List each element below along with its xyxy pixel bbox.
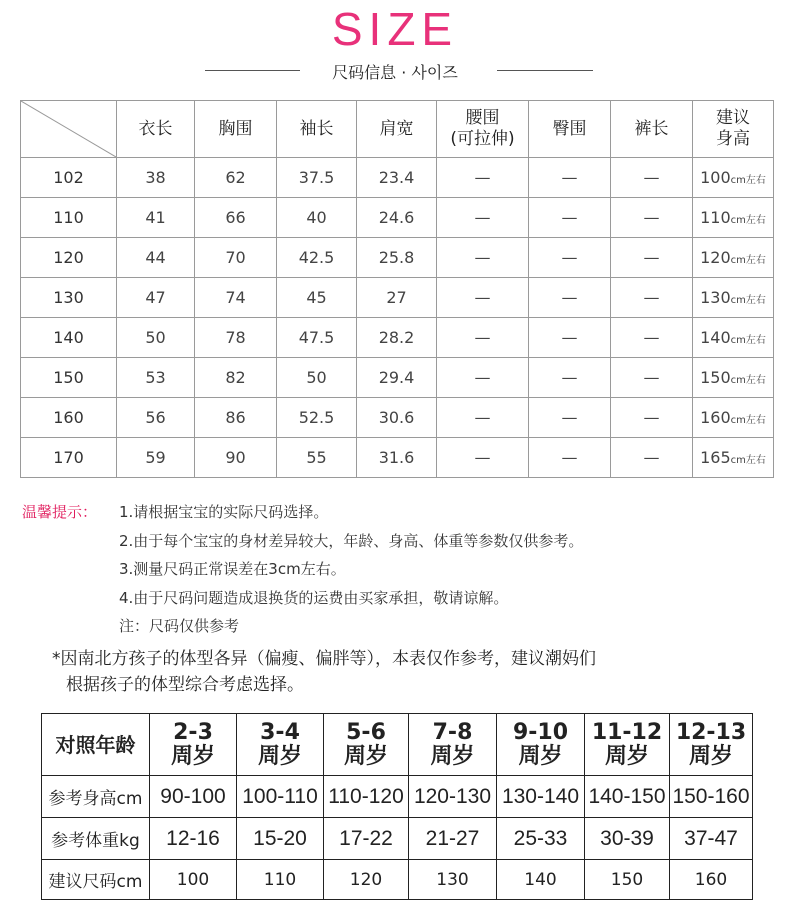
age-value-cell: 90-100: [150, 776, 237, 818]
size-cell: 110: [21, 198, 117, 238]
age-value-cell: 150-160: [670, 776, 753, 818]
size-value-cell: 62: [195, 158, 277, 198]
size-table: [20, 100, 774, 478]
age-value-cell: 100: [150, 860, 237, 900]
size-value-cell: —: [611, 158, 693, 198]
recommended-height-value: 140: [700, 328, 731, 347]
recommended-height-cell: [693, 438, 774, 478]
size-value-cell: 24.6: [357, 198, 437, 238]
size-row: [21, 198, 774, 238]
recommended-height-value: 130: [700, 288, 731, 307]
recommended-height-unit: cm左右: [730, 455, 766, 466]
size-row: [21, 438, 774, 478]
recommended-height-value: 100: [700, 168, 731, 187]
age-header-cell: [409, 714, 497, 776]
size-value-cell: 59: [117, 438, 195, 478]
size-row: [21, 238, 774, 278]
size-value-cell: 90: [195, 438, 277, 478]
recommended-height-unit: cm左右: [730, 215, 766, 226]
recommended-height-unit: cm左右: [730, 295, 766, 306]
subtitle-divider-right: [497, 70, 593, 71]
age-range: 11-12: [591, 719, 663, 745]
size-value-cell: —: [529, 438, 611, 478]
size-value-cell: 53: [117, 358, 195, 398]
age-unit: 周岁: [170, 743, 215, 769]
recommended-height-value: 110: [700, 208, 731, 227]
size-value-cell: 52.5: [277, 398, 357, 438]
age-value-cell: 21-27: [409, 818, 497, 860]
size-cell: 102: [21, 158, 117, 198]
size-value-cell: —: [437, 158, 529, 198]
size-value-cell: 28.2: [357, 318, 437, 358]
size-value-cell: 50: [277, 358, 357, 398]
age-range: 9-10: [512, 719, 569, 745]
size-value-cell: 70: [195, 238, 277, 278]
size-cell: 140: [21, 318, 117, 358]
size-cell: 120: [21, 238, 117, 278]
size-value-cell: 47: [117, 278, 195, 318]
size-row: [21, 398, 774, 438]
note-line-1: *因南北方孩子的体型各异（偏瘦、偏胖等），本表仅作参考，建议潮妈们: [52, 649, 596, 669]
age-data-row: [42, 860, 753, 900]
recommended-height-value: 150: [700, 368, 731, 387]
size-value-cell: —: [529, 198, 611, 238]
age-row-label: 参考身高cm: [42, 776, 150, 818]
size-cell: 130: [21, 278, 117, 318]
size-value-cell: —: [611, 198, 693, 238]
size-value-cell: 23.4: [357, 158, 437, 198]
size-value-cell: —: [437, 318, 529, 358]
size-table-header-cell: 衣长: [117, 101, 195, 158]
size-value-cell: 44: [117, 238, 195, 278]
age-value-cell: 160: [670, 860, 753, 900]
size-value-cell: —: [437, 358, 529, 398]
age-data-row: [42, 776, 753, 818]
recommended-height-unit: cm左右: [730, 375, 766, 386]
age-header-cell: [150, 714, 237, 776]
tip-item: 4.由于尺码问题造成退换货的运费由买家承担，敬请谅解。: [119, 588, 509, 607]
age-table: [41, 713, 753, 900]
size-value-cell: 74: [195, 278, 277, 318]
size-value-cell: 41: [117, 198, 195, 238]
tip-item: 注：尺码仅供参考: [119, 617, 240, 635]
note-section: [52, 646, 596, 698]
size-value-cell: 37.5: [277, 158, 357, 198]
age-value-cell: 140: [497, 860, 585, 900]
age-header-cell: [324, 714, 409, 776]
age-header-cell: [497, 714, 585, 776]
diagonal-line: [21, 101, 116, 157]
size-value-cell: 30.6: [357, 398, 437, 438]
size-value-cell: —: [437, 198, 529, 238]
age-value-cell: 130-140: [497, 776, 585, 818]
note-line-2: 根据孩子的体型综合考虑选择。: [66, 675, 304, 695]
size-value-cell: —: [529, 238, 611, 278]
size-cell: 160: [21, 398, 117, 438]
size-value-cell: 82: [195, 358, 277, 398]
size-value-cell: 42.5: [277, 238, 357, 278]
size-value-cell: —: [529, 278, 611, 318]
size-table-body: [21, 158, 774, 478]
age-range: 5-6: [346, 719, 386, 745]
age-value-cell: 100-110: [237, 776, 324, 818]
size-value-cell: —: [611, 398, 693, 438]
size-value-cell: 56: [117, 398, 195, 438]
age-unit: 周岁: [688, 743, 733, 769]
age-header-cell: [237, 714, 324, 776]
size-row: [21, 158, 774, 198]
tip-item: 1.请根据宝宝的实际尺码选择。: [119, 503, 329, 521]
size-value-cell: 66: [195, 198, 277, 238]
age-range: 2-3: [173, 719, 213, 745]
size-value-cell: 45: [277, 278, 357, 318]
size-value-cell: 55: [277, 438, 357, 478]
size-value-cell: 27: [357, 278, 437, 318]
recommended-height-cell: [693, 278, 774, 318]
size-row: [21, 278, 774, 318]
size-value-cell: 47.5: [277, 318, 357, 358]
size-value-cell: —: [611, 358, 693, 398]
recommended-height-cell: [693, 238, 774, 278]
tips-list: [119, 498, 583, 641]
age-data-row: [42, 818, 753, 860]
size-value-cell: 31.6: [357, 438, 437, 478]
age-range: 3-4: [260, 719, 300, 745]
size-value-cell: —: [529, 398, 611, 438]
size-table-header-cell: 胸围: [195, 101, 277, 158]
recommended-height-unit: cm左右: [730, 175, 766, 186]
size-value-cell: —: [437, 238, 529, 278]
size-value-cell: —: [529, 358, 611, 398]
age-unit: 周岁: [430, 743, 475, 769]
age-unit: 周岁: [604, 743, 649, 769]
size-table-header-cell: 臀围: [529, 101, 611, 158]
size-row: [21, 358, 774, 398]
age-row-label: 参考体重kg: [42, 818, 150, 860]
recommended-height-cell: [693, 318, 774, 358]
page-title: SIZE: [331, 3, 459, 55]
size-value-cell: —: [611, 278, 693, 318]
tip-item: 2.由于每个宝宝的身材差异较大，年龄、身高、体重等参数仅供参考。: [119, 531, 584, 550]
age-value-cell: 110: [237, 860, 324, 900]
age-header-row: [42, 714, 753, 776]
size-row: [21, 318, 774, 358]
age-range: 12-13: [675, 719, 747, 745]
size-value-cell: 38: [117, 158, 195, 198]
age-table-body: [42, 714, 753, 900]
age-value-cell: 110-120: [324, 776, 409, 818]
tip-item: 3.测量尺码正常误差在3cm左右。: [119, 560, 346, 578]
age-header-label: 对照年龄: [42, 714, 150, 776]
size-value-cell: 40: [277, 198, 357, 238]
size-value-cell: 86: [195, 398, 277, 438]
size-value-cell: —: [529, 318, 611, 358]
recommended-height-value: 160: [700, 408, 731, 427]
recommended-height-cell: [693, 398, 774, 438]
size-table-header-cell: 腰围 (可拉伸): [437, 101, 529, 158]
age-value-cell: 120: [324, 860, 409, 900]
tips-label: 温馨提示：: [22, 503, 98, 521]
age-value-cell: 37-47: [670, 818, 753, 860]
age-value-cell: 17-22: [324, 818, 409, 860]
age-row-label: 建议尺码cm: [42, 860, 150, 900]
recommended-height-unit: cm左右: [730, 255, 766, 266]
size-cell: 150: [21, 358, 117, 398]
age-header-cell: [670, 714, 753, 776]
age-value-cell: 15-20: [237, 818, 324, 860]
size-value-cell: —: [437, 398, 529, 438]
size-cell: 170: [21, 438, 117, 478]
recommended-height-cell: [693, 198, 774, 238]
recommended-height-cell: [693, 358, 774, 398]
size-value-cell: 25.8: [357, 238, 437, 278]
size-value-cell: 29.4: [357, 358, 437, 398]
size-value-cell: 50: [117, 318, 195, 358]
size-table-header-cell: 建议 身高: [693, 101, 774, 158]
diagonal-header-cell: [21, 101, 117, 158]
size-table-header-cell: 肩宽: [357, 101, 437, 158]
age-value-cell: 140-150: [585, 776, 670, 818]
recommended-height-value: 165: [700, 448, 731, 467]
age-value-cell: 12-16: [150, 818, 237, 860]
age-header-cell: [585, 714, 670, 776]
size-value-cell: —: [611, 438, 693, 478]
size-value-cell: 78: [195, 318, 277, 358]
recommended-height-unit: cm左右: [730, 415, 766, 426]
age-value-cell: 30-39: [585, 818, 670, 860]
age-value-cell: 25-33: [497, 818, 585, 860]
age-unit: 周岁: [343, 743, 388, 769]
age-value-cell: 130: [409, 860, 497, 900]
size-value-cell: —: [437, 438, 529, 478]
size-table-header-row: [21, 101, 774, 158]
size-value-cell: —: [611, 318, 693, 358]
age-range: 7-8: [432, 719, 473, 745]
age-value-cell: 150: [585, 860, 670, 900]
subtitle: 尺码信息 · 사이즈: [332, 63, 458, 82]
recommended-height-unit: cm左右: [730, 335, 766, 346]
age-unit: 周岁: [257, 743, 302, 769]
age-unit: 周岁: [518, 743, 563, 769]
recommended-height-cell: [693, 158, 774, 198]
subtitle-row: [0, 58, 790, 84]
size-value-cell: —: [529, 158, 611, 198]
size-value-cell: —: [611, 238, 693, 278]
size-value-cell: —: [437, 278, 529, 318]
recommended-height-value: 120: [700, 248, 731, 267]
size-table-header-cell: 袖长: [277, 101, 357, 158]
size-table-header-cell: 裤长: [611, 101, 693, 158]
age-value-cell: 120-130: [409, 776, 497, 818]
